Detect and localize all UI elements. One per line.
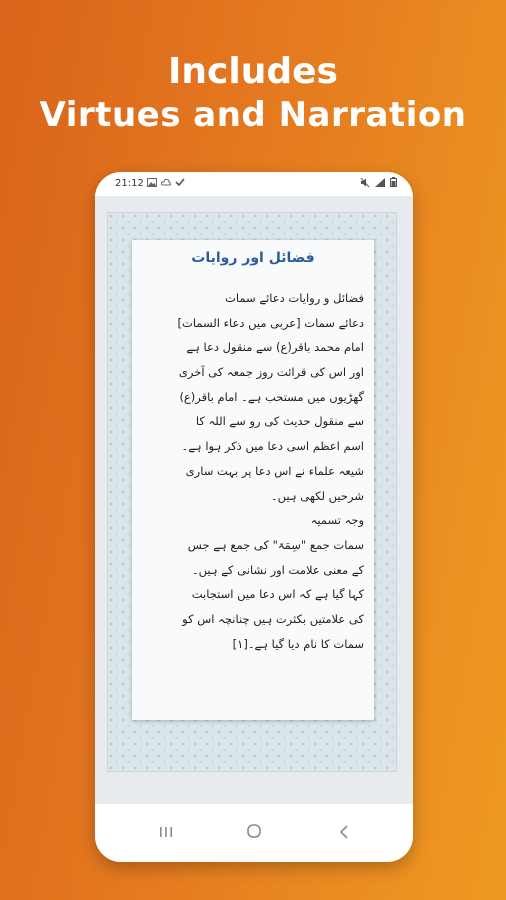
text-line: شرحیں لکھی ہیں۔ — [270, 488, 364, 503]
page-title: فضائل اور روایات — [191, 250, 315, 266]
headline-line-2: Virtues and Narration — [39, 95, 467, 135]
status-bar — [95, 172, 413, 196]
text-line: سمات جمع "سِمَۃ" کی جمع ہے جس — [187, 537, 364, 552]
text-line: سے منقول حدیث کی رو سے اللہ کا — [195, 414, 364, 429]
text-body — [144, 286, 364, 656]
text-line: کے معنی علامت اور نشانی کے ہیں۔ — [191, 562, 364, 577]
navigation-bar — [95, 804, 413, 862]
battery-icon — [390, 177, 397, 187]
check-icon — [175, 178, 185, 189]
headline-line-1: Includes — [168, 51, 338, 92]
back-icon[interactable] — [329, 822, 359, 846]
text-line: گھڑیوں میں مستحب ہے۔ امام باقر(ع) — [179, 389, 364, 404]
recents-icon[interactable] — [151, 822, 181, 846]
text-line: اور اس کی قرائت روز جمعہ کی آخری — [178, 365, 364, 380]
text-line: وجہ تسمیہ — [310, 513, 364, 528]
text-line: سمات کا نام دیا گیا ہے۔[۱] — [232, 636, 364, 651]
reader-screen[interactable] — [95, 196, 413, 804]
text-line: شیعہ علماء نے اس دعا پر بہت ساری — [185, 463, 364, 478]
text-line: اسم اعظم اسی دعا میں ذکر ہوا ہے۔ — [181, 439, 364, 454]
phone-frame — [95, 172, 413, 862]
text-line: امام محمد باقر(ع) سے منقول دعا ہے — [186, 340, 364, 355]
status-right-icons — [360, 177, 397, 190]
image-icon — [147, 178, 157, 190]
cloud-icon — [161, 178, 171, 189]
promo-headline — [0, 50, 506, 136]
text-line: فضائل و روایات دعائے سمات — [225, 291, 364, 305]
home-icon[interactable] — [239, 822, 269, 846]
text-page[interactable] — [132, 240, 374, 720]
status-time: 21:12 — [115, 178, 144, 189]
signal-icon — [375, 178, 385, 187]
text-line: دعائے سمات [عربی میں دعاء السمات] — [177, 315, 364, 330]
mute-icon — [360, 178, 370, 187]
text-line: کی علامتیں بکثرت ہیں چنانچہ اس کو — [182, 611, 364, 626]
text-line: کہا گیا ہے کہ اس دعا میں استجابت — [191, 587, 364, 602]
